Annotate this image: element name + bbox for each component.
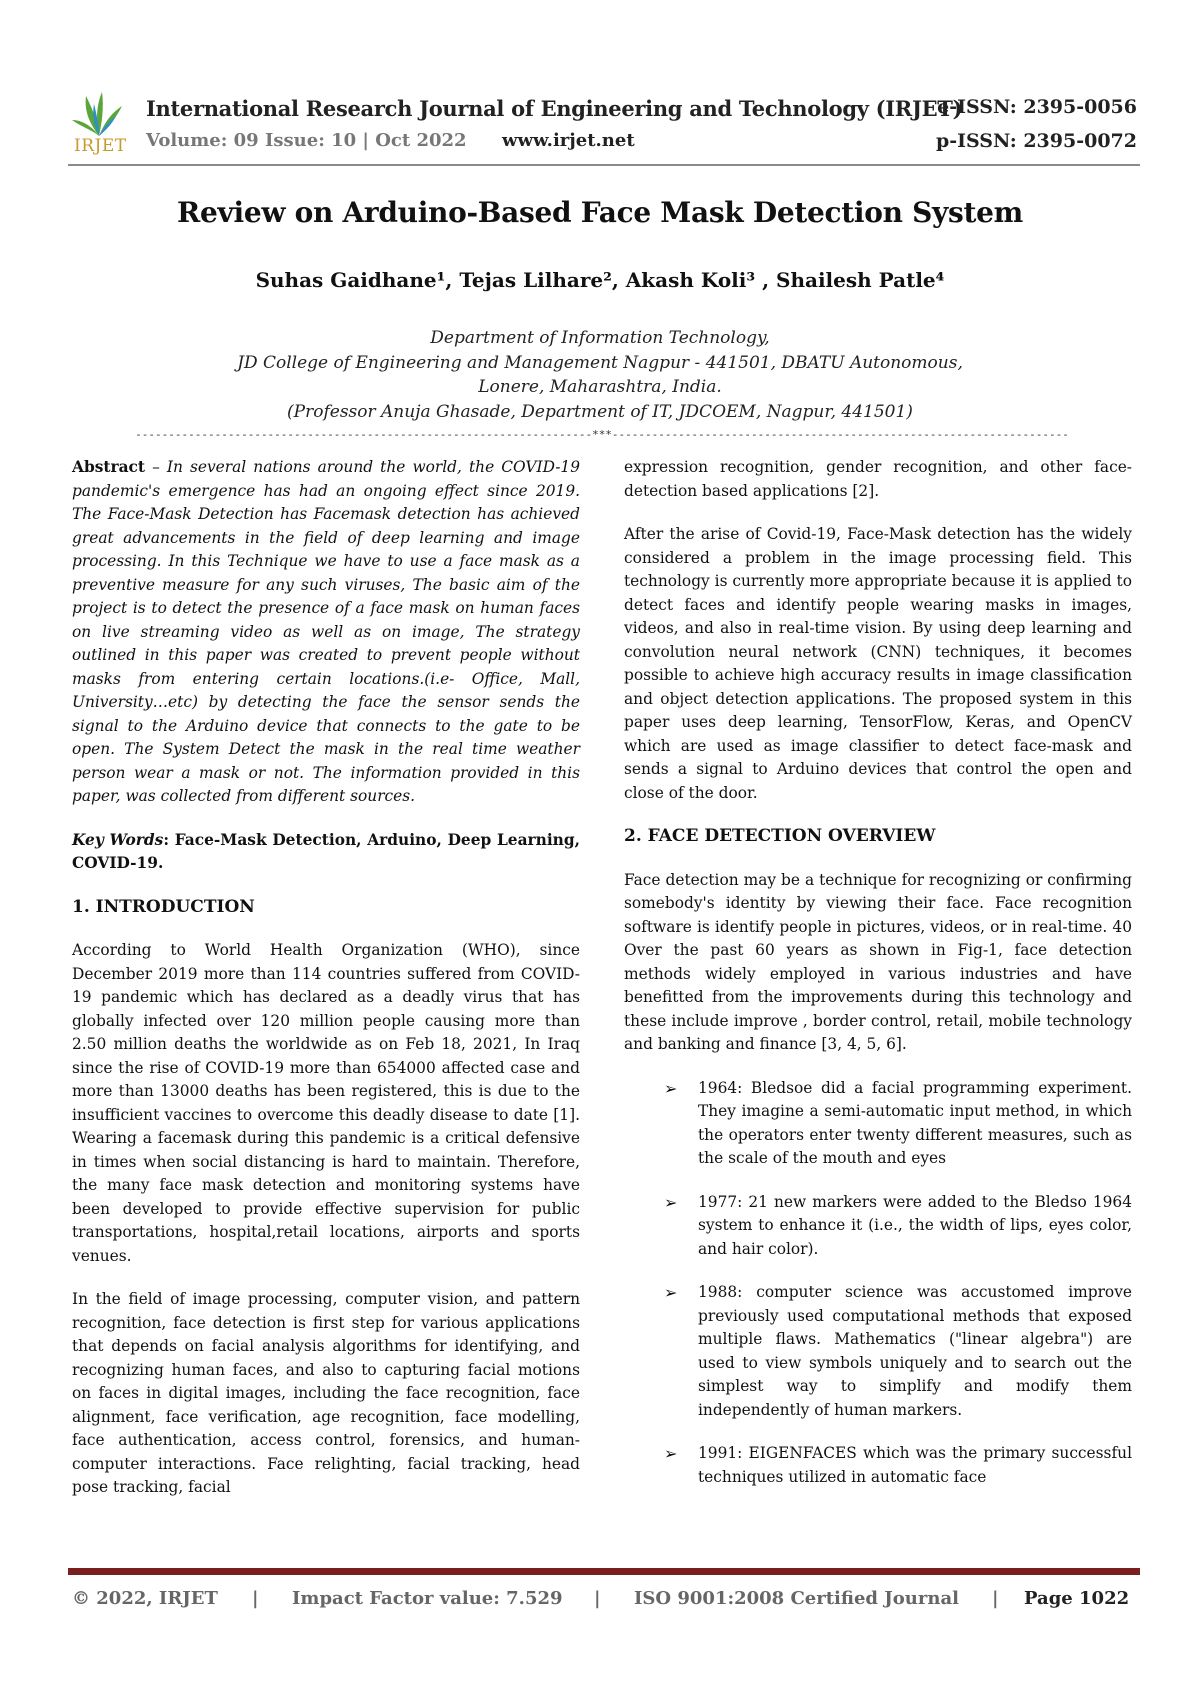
- arrow-bullet-icon: ➢: [664, 1078, 678, 1098]
- paragraph: After the arise of Covid-19, Face-Mask detection has the widely considered a problem in the image processing field. This technology is currently more appropriate because it is applied to detect faces and identify people wearing masks in images, videos, and also in real-time vision. By using deep learning and convolution neural network (CNN) techniques, it becomes possible to achieve high accuracy results in image classification and object detection applications. The proposed system in this paper uses deep learning, TensorFlow, Keras, and OpenCV which are used as image classifier to detect face-mask and sends a signal to Arduino devices that control the open and close of the door.: [624, 525, 1132, 802]
- keywords-label: Key Words: [72, 830, 164, 849]
- list-item: [624, 1281, 1132, 1422]
- arrow-bullet-icon: ➢: [664, 1444, 678, 1463]
- paper-authors: Suhas Gaidhane¹, Tejas Lilhare², Akash Koli³ , Shailesh Patle⁴: [255, 268, 945, 292]
- footer-copyright: © 2022, IRJET: [72, 1588, 218, 1609]
- header-rule: [68, 164, 1140, 166]
- journal-website: www.irjet.net: [502, 130, 635, 151]
- e-issn: e-ISSN: 2395-0056: [937, 96, 1137, 118]
- paper-title: Review on Arduino-Based Face Mask Detection System: [177, 196, 1023, 229]
- list-item: [624, 1077, 1132, 1171]
- journal-header: [70, 84, 1140, 168]
- affiliation-line: JD College of Engineering and Management Nagpur - 441501, DBATU Autonomous,: [237, 352, 963, 373]
- timeline-list: [624, 1077, 1132, 1490]
- footer-divider: |: [594, 1588, 601, 1609]
- keywords-text: : Face-Mask Detection, Arduino, Deep Learning, COVID-19.: [72, 830, 580, 872]
- list-item: [624, 1442, 1132, 1489]
- page-footer: [72, 1588, 1132, 1612]
- footer-impact-factor: Impact Factor value: 7.529: [292, 1588, 563, 1609]
- left-column: [72, 456, 580, 1520]
- logo-text: IRJET: [74, 136, 127, 156]
- list-item-text: 1964: Bledsoe did a facial programming experiment. They imagine a semi-automatic input method, in which the operators enter twenty different measures, such as the scale of the mouth and eyes: [698, 1078, 1132, 1167]
- paragraph: In the field of image processing, computer vision, and pattern recognition, face detection is first step for various applications that depends on facial analysis algorithms for identifying, and recognizing human faces, and also to capturing facial motions on faces in digital images, including the face recognition, face alignment, face verification, age recognition, face modelling, face authentication, access control, forensics, and human-computer interactions. Face relighting, facial tracking, head pose tracking, facial: [72, 1290, 580, 1496]
- affiliation: [0, 326, 1200, 424]
- section-heading-face-detection: 2. FACE DETECTION OVERVIEW: [624, 826, 936, 846]
- section-heading-introduction: 1. INTRODUCTION: [72, 896, 255, 917]
- arrow-bullet-icon: ➢: [664, 1192, 678, 1212]
- list-item: [624, 1191, 1132, 1262]
- abstract-label: Abstract: [72, 458, 146, 476]
- footer-divider: |: [252, 1588, 259, 1609]
- footer-iso: ISO 9001:2008 Certified Journal: [634, 1588, 959, 1609]
- right-column: [624, 456, 1132, 1509]
- page-number: Page 1022: [1024, 1588, 1130, 1609]
- affiliation-line: Department of Information Technology,: [430, 328, 770, 348]
- list-item-text: 1991: EIGENFACES which was the primary successful techniques utilized in automatic face: [698, 1444, 1132, 1486]
- affiliation-line: (Professor Anuja Ghasade, Department of IT, JDCOEM, Nagpur, 441501): [287, 401, 913, 422]
- list-item-text: 1988: computer science was accustomed improve previously used computational methods that exposed multiple flaws. Mathematics ("linear algebra") are used to view symbols uniquely and to search out the simplest way to simplify and modify them independently of human markers.: [698, 1283, 1132, 1419]
- abstract: [72, 456, 580, 809]
- footer-divider: |: [992, 1588, 999, 1609]
- list-item-text: 1977: 21 new markers were added to the Bledso 1964 system to enhance it (i.e., the width of lips, eyes color, and hair color).: [698, 1192, 1132, 1258]
- volume-issue: Volume: 09 Issue: 10 | Oct 2022: [146, 130, 467, 151]
- paragraph: According to World Health Organization (WHO), since December 2019 more than 114 countries suffered from COVID-19 pandemic which has declared as a deadly virus that has globally infected over 120 million people causing more than 2.50 million deaths the worldwide as on Feb 18, 2021, In Iraq since the rise of COVID-19 more than 654000 affected case and more than 13000 deaths has been registered, this is due to the insufficient vaccines to overcome this deadly disease to date [1]. Wearing a facemask during this pandemic is a critical defensive in times when social distancing is hard to maintain. Therefore, the many face mask detection and monitoring systems have been developed to provide effective supervision for public transportations, hospital,retail locations, airports and sports venues.: [72, 941, 580, 1265]
- p-issn: p-ISSN: 2395-0072: [935, 130, 1137, 152]
- journal-name: International Research Journal of Engineering and Technology (IRJET): [146, 96, 963, 121]
- keywords: [72, 829, 580, 876]
- arrow-bullet-icon: ➢: [664, 1283, 678, 1302]
- paragraph: expression recognition, gender recognition, and other face-detection based applications [2].: [624, 458, 1132, 500]
- affiliation-line: Lonere, Maharashtra, India.: [478, 377, 722, 397]
- abstract-text: – In several nations around the world, the COVID-19 pandemic's emergence has had an ongoing effect since 2019. The Face-Mask Detection has Facemask detection has achieved great advancements in the field of deep learning and image processing. In this Technique we have to use a face mask as a preventive measure for any such viruses, The basic aim of the project is to detect the presence of a face mask on human faces on live streaming video as well as on image, The strategy outlined in this paper was created to prevent people without masks from entering certain locations.(i.e- Office, Mall, University…etc) by detecting the face the sensor sends the signal to the Arduino device that connects to the gate to be open. The System Detect the mask in the real time weather person wear a mask or not. The information provided in this paper, was collected from different sources.: [72, 458, 580, 805]
- section-separator: ---------------------------------------------------------------------***---------------------------------------------------------------------: [135, 428, 1069, 441]
- paragraph: Face detection may be a technique for recognizing or confirming somebody's identity by viewing their face. Face recognition software is identify people in pictures, videos, or in real-time. 40 Over the past 60 years as shown in Fig-1, face detection methods widely employed in various industries and have benefitted from the improvements during this technology and these include improve , border control, retail, mobile technology and banking and finance [3, 4, 5, 6].: [624, 870, 1132, 1053]
- footer-rule: [68, 1568, 1140, 1575]
